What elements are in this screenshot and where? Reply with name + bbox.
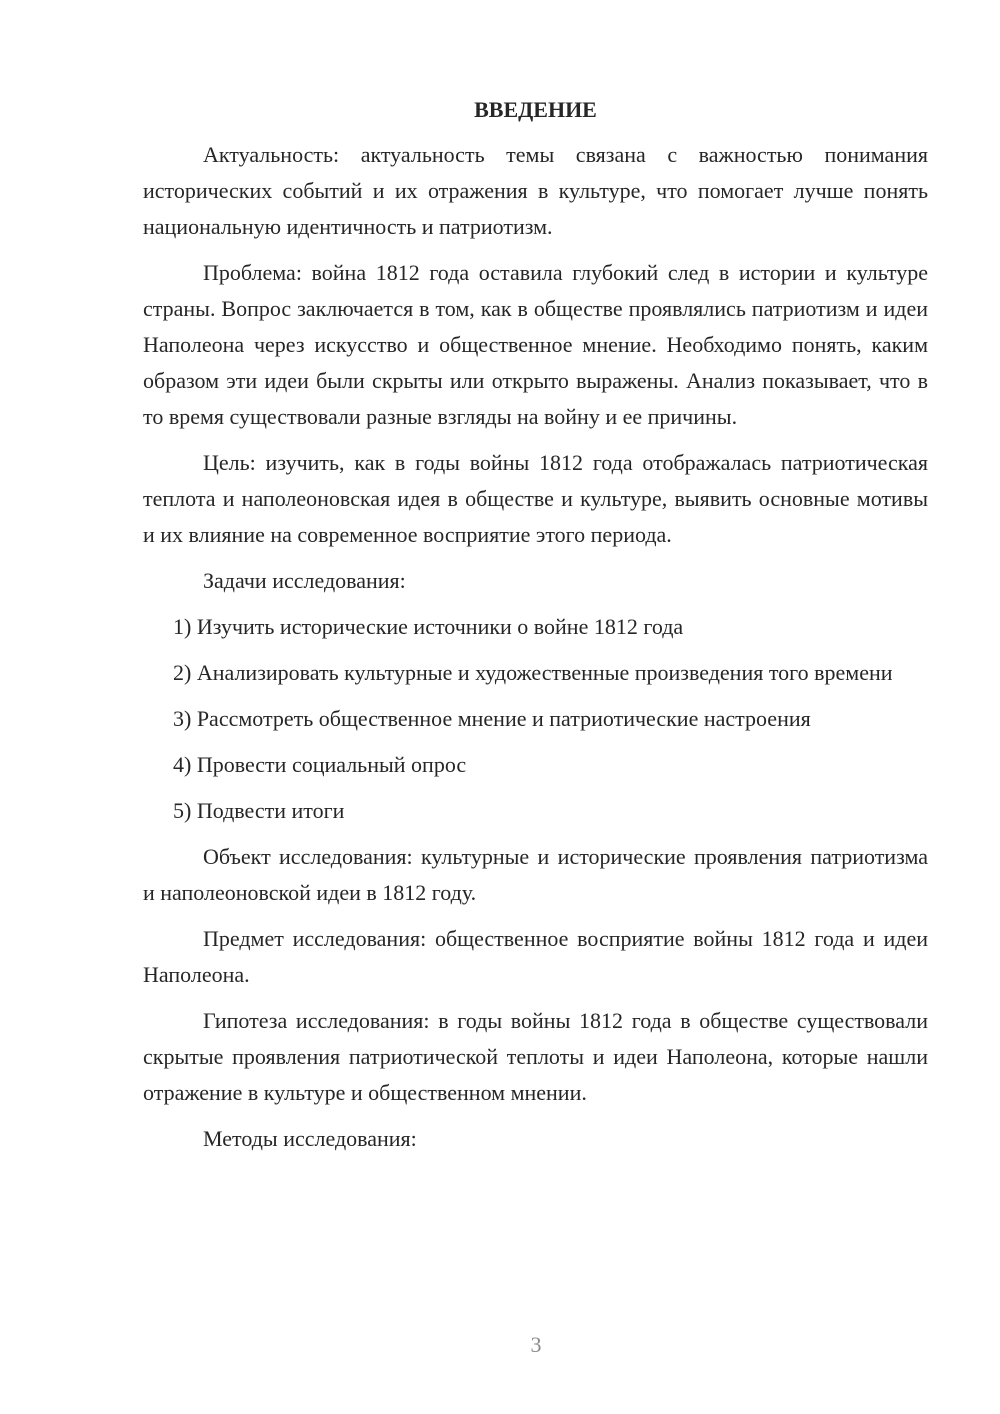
task-item: 4) Провести социальный опрос (173, 752, 467, 777)
tasks-heading: Задачи исследования: (203, 568, 406, 593)
hypothesis-paragraph: Гипотеза исследования: в годы войны 1812 года в обществе существовали скрытые проявления патриотической теплоты и идеи Наполеона, которые нашли отражение в культуре и общественном мнении. (143, 1008, 928, 1105)
task-item: 1) Изучить исторические источники о войне 1812 года (173, 614, 684, 639)
object-paragraph: Объект исследования: культурные и исторические проявления патриотизма и наполеоновской идеи в 1812 году. (143, 844, 928, 905)
task-item: 3) Рассмотреть общественное мнение и патриотические настроения (173, 706, 811, 731)
goal-paragraph: Цель: изучить, как в годы войны 1812 года отображалась патриотическая теплота и наполеоновская идея в обществе и культуре, выявить основные мотивы и их влияние на современное восприятие этого периода. (143, 450, 928, 547)
relevance-paragraph: Актуальность: актуальность темы связана с важностью понимания исторических событий и их отражения в культуре, что помогает лучше понять национальную идентичность и патриотизм. (143, 142, 928, 239)
task-item: 2) Анализировать культурные и художественные произведения того времени (173, 660, 893, 685)
document-page (143, 95, 928, 1167)
problem-paragraph: Проблема: война 1812 года оставила глубокий след в истории и культуре страны. Вопрос заключается в том, как в обществе проявлялись патриотизм и идеи Наполеона через искусство и общественное мнение. Необходимо понять, каким образом эти идеи были скрыты или открыто выражены. Анализ показывает, что в то время существовали разные взгляды на войну и ее причины. (143, 260, 928, 429)
page-number: 3 (530, 1332, 542, 1357)
section-heading: ВВЕДЕНИЕ (474, 97, 597, 122)
methods-heading: Методы исследования: (203, 1126, 417, 1151)
task-item: 5) Подвести итоги (173, 798, 345, 823)
subject-paragraph: Предмет исследования: общественное восприятие войны 1812 года и идеи Наполеона. (143, 926, 928, 987)
